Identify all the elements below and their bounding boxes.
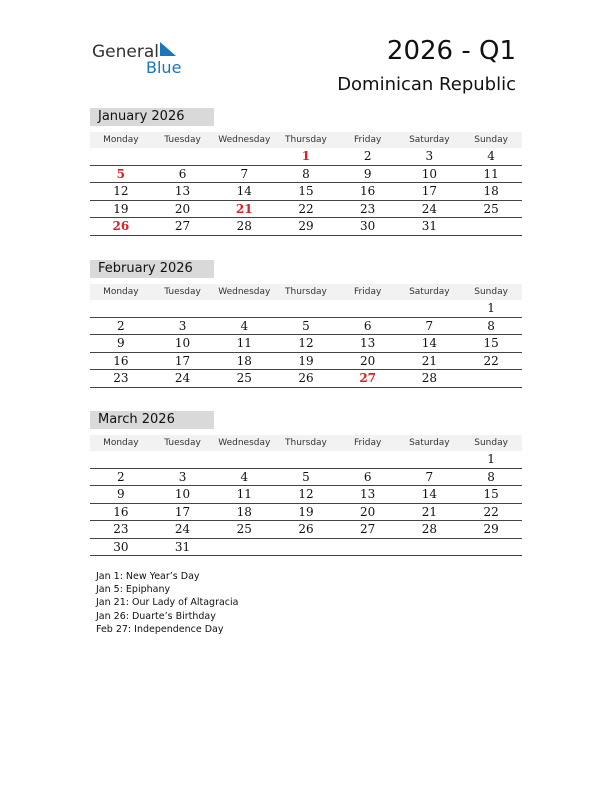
day-cell: 13: [337, 486, 399, 504]
weekday-header: Saturday: [399, 132, 461, 148]
empty-day-cell: [399, 300, 461, 317]
day-cell: 14: [399, 335, 461, 353]
weekday-header-row: [90, 132, 522, 148]
weekday-header: Monday: [90, 284, 152, 300]
day-cell: 8: [460, 317, 522, 335]
week-row: [90, 165, 522, 183]
logo-text-blue: Blue: [146, 58, 182, 77]
day-cell: 8: [275, 165, 337, 183]
empty-day-cell: [460, 370, 522, 388]
empty-day-cell: [90, 148, 152, 165]
day-cell: 6: [337, 468, 399, 486]
day-cell: 12: [90, 183, 152, 201]
day-cell: 24: [152, 521, 214, 539]
week-row: [90, 335, 522, 353]
day-cell: 23: [337, 200, 399, 218]
day-cell: 27: [152, 218, 214, 236]
day-cell: 20: [337, 503, 399, 521]
day-cell: 28: [399, 370, 461, 388]
weekday-header: Sunday: [460, 132, 522, 148]
day-cell: 18: [213, 352, 275, 370]
day-cell: 15: [460, 486, 522, 504]
day-cell: 20: [152, 200, 214, 218]
day-cell: 17: [152, 503, 214, 521]
weekday-header: Wednesday: [213, 284, 275, 300]
week-row: [90, 200, 522, 218]
day-cell: 24: [152, 370, 214, 388]
day-cell: 9: [337, 165, 399, 183]
day-cell: 9: [90, 486, 152, 504]
day-cell: 25: [213, 370, 275, 388]
day-cell: 3: [399, 148, 461, 165]
day-cell: 3: [152, 468, 214, 486]
empty-day-cell: [152, 300, 214, 317]
day-cell: 31: [152, 538, 214, 556]
empty-day-cell: [399, 451, 461, 468]
day-cell: 19: [275, 352, 337, 370]
week-row: [90, 521, 522, 539]
day-cell: 16: [90, 352, 152, 370]
day-cell: 11: [213, 335, 275, 353]
weekday-header: Thursday: [275, 132, 337, 148]
empty-day-cell: [213, 538, 275, 556]
empty-day-cell: [275, 300, 337, 317]
day-cell: 2: [90, 468, 152, 486]
country-name: Dominican Republic: [337, 74, 516, 95]
day-cell: 30: [337, 218, 399, 236]
day-cell: 4: [213, 317, 275, 335]
day-cell: 11: [460, 165, 522, 183]
day-cell: 29: [460, 521, 522, 539]
day-cell: 1: [460, 300, 522, 317]
day-cell: 20: [337, 352, 399, 370]
weekday-header: Tuesday: [152, 284, 214, 300]
day-cell: 21: [399, 352, 461, 370]
day-cell: 13: [152, 183, 214, 201]
day-cell: 28: [213, 218, 275, 236]
day-cell: 27: [337, 521, 399, 539]
weekday-header: Tuesday: [152, 435, 214, 451]
day-cell: 2: [337, 148, 399, 165]
weekday-header: Tuesday: [152, 132, 214, 148]
empty-day-cell: [399, 538, 461, 556]
weekday-header: Saturday: [399, 284, 461, 300]
day-cell: 6: [152, 165, 214, 183]
day-cell: 27: [337, 370, 399, 388]
day-cell: 29: [275, 218, 337, 236]
day-cell: 7: [399, 317, 461, 335]
day-cell: 21: [213, 200, 275, 218]
weekday-header: Sunday: [460, 435, 522, 451]
weekday-header: Thursday: [275, 284, 337, 300]
day-cell: 18: [460, 183, 522, 201]
day-cell: 10: [399, 165, 461, 183]
weekday-header: Wednesday: [213, 132, 275, 148]
day-cell: 14: [213, 183, 275, 201]
weekday-header: Friday: [337, 435, 399, 451]
day-cell: 15: [460, 335, 522, 353]
day-cell: 14: [399, 486, 461, 504]
calendar-table: [90, 435, 522, 556]
week-row: [90, 218, 522, 236]
empty-day-cell: [213, 300, 275, 317]
month-january: [90, 108, 522, 236]
day-cell: 17: [152, 352, 214, 370]
day-cell: 13: [337, 335, 399, 353]
week-row: [90, 486, 522, 504]
week-row: [90, 300, 522, 317]
week-row: [90, 451, 522, 468]
month-march: [90, 411, 522, 556]
day-cell: 12: [275, 486, 337, 504]
day-cell: 19: [275, 503, 337, 521]
empty-day-cell: [213, 451, 275, 468]
week-row: [90, 538, 522, 556]
holiday-note: Jan 21: Our Lady of Altagracia: [96, 597, 239, 609]
day-cell: 28: [399, 521, 461, 539]
empty-day-cell: [337, 538, 399, 556]
month-name: March 2026: [90, 411, 214, 429]
weekday-header-row: [90, 284, 522, 300]
day-cell: 5: [275, 468, 337, 486]
weekday-header: Monday: [90, 132, 152, 148]
week-row: [90, 352, 522, 370]
empty-day-cell: [337, 451, 399, 468]
week-row: [90, 370, 522, 388]
day-cell: 26: [275, 521, 337, 539]
day-cell: 16: [337, 183, 399, 201]
logo-triangle-icon: [160, 42, 176, 56]
day-cell: 6: [337, 317, 399, 335]
day-cell: 7: [399, 468, 461, 486]
day-cell: 11: [213, 486, 275, 504]
empty-day-cell: [460, 218, 522, 236]
day-cell: 19: [90, 200, 152, 218]
day-cell: 25: [460, 200, 522, 218]
day-cell: 16: [90, 503, 152, 521]
day-cell: 21: [399, 503, 461, 521]
week-row: [90, 468, 522, 486]
weekday-header: Sunday: [460, 284, 522, 300]
day-cell: 12: [275, 335, 337, 353]
empty-day-cell: [213, 148, 275, 165]
empty-day-cell: [337, 300, 399, 317]
week-row: [90, 317, 522, 335]
day-cell: 10: [152, 486, 214, 504]
day-cell: 1: [275, 148, 337, 165]
holiday-note: Jan 5: Epiphany: [96, 584, 171, 596]
day-cell: 26: [275, 370, 337, 388]
day-cell: 1: [460, 451, 522, 468]
day-cell: 4: [213, 468, 275, 486]
empty-day-cell: [275, 451, 337, 468]
day-cell: 15: [275, 183, 337, 201]
day-cell: 7: [213, 165, 275, 183]
week-row: [90, 183, 522, 201]
empty-day-cell: [152, 451, 214, 468]
day-cell: 31: [399, 218, 461, 236]
day-cell: 22: [275, 200, 337, 218]
generalblue-logo: [92, 40, 192, 80]
holiday-note: Jan 26: Duarte’s Birthday: [96, 610, 216, 622]
weekday-header-row: [90, 435, 522, 451]
day-cell: 8: [460, 468, 522, 486]
weekday-header: Saturday: [399, 435, 461, 451]
day-cell: 17: [399, 183, 461, 201]
day-cell: 30: [90, 538, 152, 556]
empty-day-cell: [90, 300, 152, 317]
day-cell: 4: [460, 148, 522, 165]
empty-day-cell: [275, 538, 337, 556]
holiday-note: Jan 1: New Year’s Day: [96, 571, 200, 582]
month-february: [90, 260, 522, 388]
day-cell: 23: [90, 370, 152, 388]
calendar-table: [90, 132, 522, 236]
day-cell: 24: [399, 200, 461, 218]
logo-text-general: General: [92, 42, 159, 62]
empty-day-cell: [90, 451, 152, 468]
week-row: [90, 148, 522, 165]
weekday-header: Monday: [90, 435, 152, 451]
day-cell: 10: [152, 335, 214, 353]
page-title: 2026 - Q1: [386, 36, 516, 66]
day-cell: 5: [275, 317, 337, 335]
weekday-header: Thursday: [275, 435, 337, 451]
holiday-notes: [96, 570, 239, 636]
day-cell: 3: [152, 317, 214, 335]
day-cell: 5: [90, 165, 152, 183]
day-cell: 22: [460, 503, 522, 521]
holiday-note: Feb 27: Independence Day: [96, 623, 224, 635]
day-cell: 26: [90, 218, 152, 236]
week-row: [90, 503, 522, 521]
day-cell: 25: [213, 521, 275, 539]
day-cell: 22: [460, 352, 522, 370]
weekday-header: Friday: [337, 132, 399, 148]
empty-day-cell: [152, 148, 214, 165]
month-name: January 2026: [90, 108, 214, 126]
day-cell: 18: [213, 503, 275, 521]
calendar-table: [90, 284, 522, 388]
weekday-header: Friday: [337, 284, 399, 300]
month-name: February 2026: [90, 260, 214, 278]
day-cell: 23: [90, 521, 152, 539]
day-cell: 2: [90, 317, 152, 335]
empty-day-cell: [460, 538, 522, 556]
day-cell: 9: [90, 335, 152, 353]
weekday-header: Wednesday: [213, 435, 275, 451]
